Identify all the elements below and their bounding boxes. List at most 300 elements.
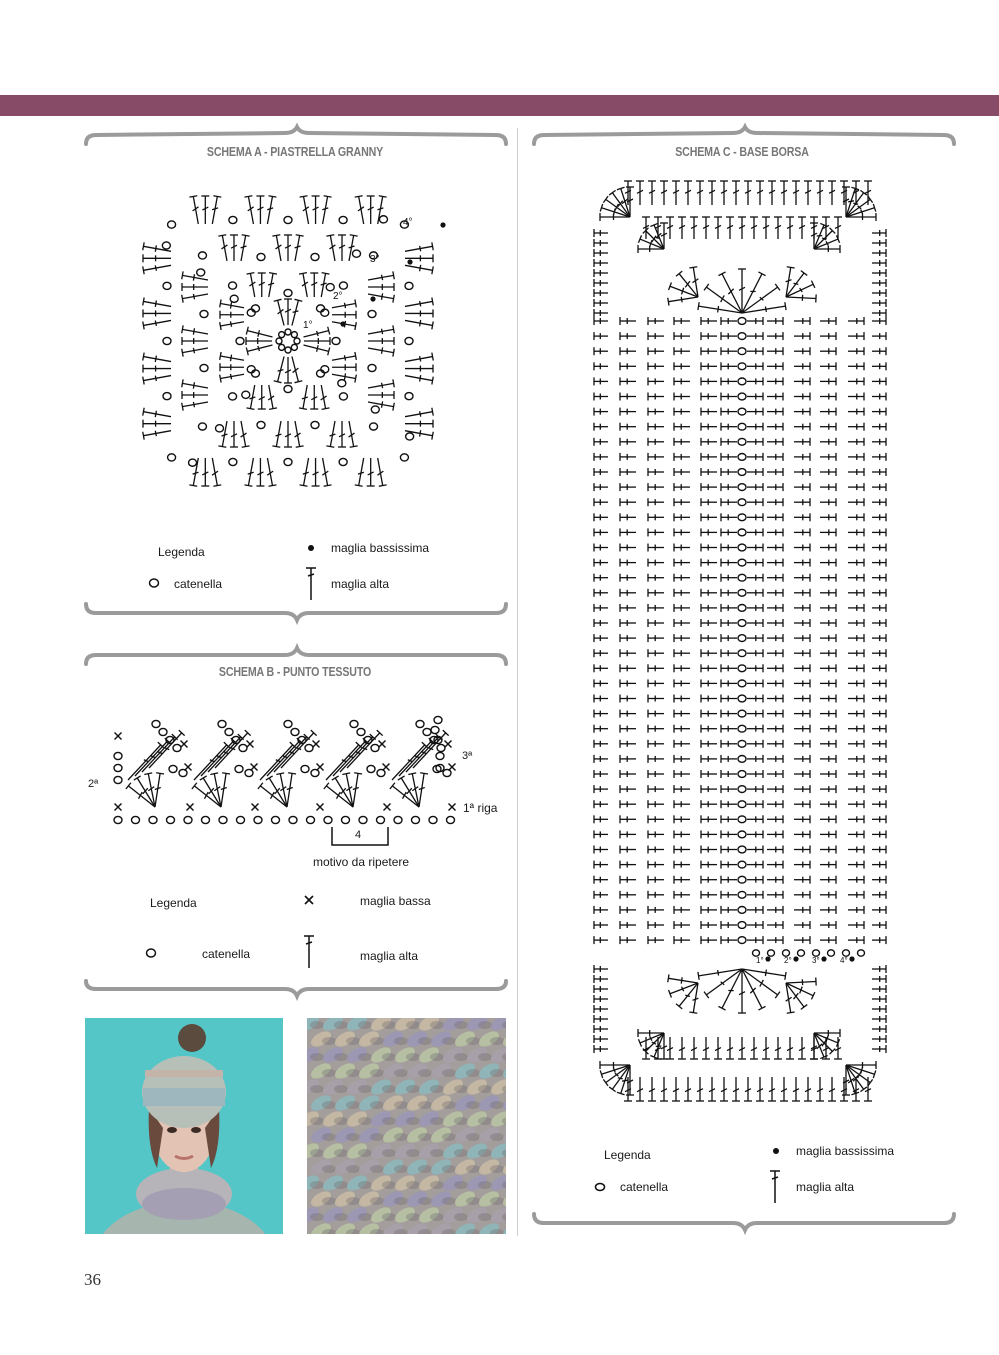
chain-stitch (368, 310, 376, 317)
yarn-shadow (478, 1181, 492, 1189)
double-crochet-stitch (872, 921, 886, 929)
yarn-shadow (418, 1069, 432, 1077)
chain-stitch (371, 406, 379, 413)
double-crochet-stitch (332, 363, 356, 371)
double-crochet-stitch (701, 393, 717, 401)
chain-stitch (236, 337, 244, 344)
double-crochet-stitch (674, 528, 690, 536)
yarn-shadow (478, 1021, 492, 1029)
double-crochet-stitch (594, 936, 608, 944)
double-crochet-stitch (295, 421, 304, 447)
double-crochet-stitch (820, 861, 836, 869)
double-crochet-stitch (281, 730, 317, 768)
model-photo (85, 1018, 283, 1234)
double-crochet-stitch (594, 770, 608, 778)
double-crochet-stitch (648, 710, 664, 718)
double-crochet-stitch (419, 773, 428, 807)
double-crochet-stitch (872, 906, 886, 914)
double-crochet-stitch (872, 664, 886, 672)
chain-stitch (301, 765, 309, 772)
double-crochet-stitch (794, 740, 810, 748)
double-crochet-stitch (701, 710, 717, 718)
yarn-shadow (442, 1197, 456, 1205)
double-crochet-stitch (820, 695, 836, 703)
double-crochet-stitch (747, 755, 763, 763)
double-crochet-stitch (820, 770, 836, 778)
double-crochet-stitch (304, 345, 330, 355)
double-crochet-stitch (182, 391, 208, 399)
double-crochet-stitch (701, 679, 717, 687)
double-crochet-stitch (820, 393, 836, 401)
double-crochet-stitch (594, 299, 608, 307)
double-crochet-stitch (701, 377, 717, 385)
double-crochet-stitch (182, 348, 208, 357)
chain-stitch (163, 282, 171, 289)
double-crochet-stitch (704, 284, 742, 313)
chain-stitch (429, 816, 437, 823)
yarn-shadow (310, 1149, 324, 1157)
chain-stitch (114, 776, 122, 783)
double-crochet-stitch (767, 740, 783, 748)
double-crochet-stitch (794, 347, 810, 355)
double-crochet-stitch (701, 589, 717, 597)
yarn-shadow (370, 1133, 384, 1141)
chain-stitch (406, 433, 414, 440)
double-crochet-stitch (848, 362, 864, 370)
yarn-shadow (358, 1085, 372, 1093)
double-crochet-stitch (701, 423, 717, 431)
double-crochet-stitch (848, 664, 864, 672)
chain-stitch (173, 744, 181, 751)
double-crochet-stitch (794, 755, 810, 763)
chain-stitch (738, 937, 746, 944)
schema-c-legend-dc: maglia alta (796, 1180, 855, 1194)
double-crochet-stitch (794, 815, 810, 823)
double-crochet-stitch (820, 619, 836, 627)
double-crochet-stitch (594, 483, 608, 491)
double-crochet-stitch (594, 498, 608, 506)
chain-stitch (162, 242, 170, 249)
yarn-shadow (382, 1117, 396, 1125)
double-crochet-stitch (620, 740, 636, 748)
single-crochet-stitch (449, 764, 456, 771)
double-crochet-stitch (142, 734, 178, 772)
accent-bar (0, 95, 999, 116)
double-crochet-stitch (721, 528, 737, 536)
double-crochet-stitch (620, 906, 636, 914)
double-crochet-stitch (848, 408, 864, 416)
double-crochet-stitch (246, 337, 272, 345)
double-crochet-stitch (701, 528, 717, 536)
chain-stitch (353, 250, 361, 257)
chain-stitch (279, 344, 285, 350)
double-crochet-stitch (620, 695, 636, 703)
double-crochet-stitch (872, 1045, 886, 1053)
double-crochet-stitch (834, 1037, 842, 1059)
double-crochet-stitch (747, 453, 763, 461)
chain-stitch (257, 253, 265, 260)
double-crochet-stitch (774, 217, 782, 239)
double-crochet-stitch (747, 332, 763, 340)
double-crochet-stitch (872, 544, 886, 552)
double-crochet-stitch (244, 196, 253, 224)
double-crochet-stitch (872, 347, 886, 355)
chain-stitch (738, 469, 746, 476)
double-crochet-stitch (820, 377, 836, 385)
double-crochet-stitch (674, 815, 690, 823)
double-crochet-stitch (594, 309, 608, 317)
double-crochet-stitch (674, 362, 690, 370)
double-crochet-stitch (872, 785, 886, 793)
double-crochet-stitch (872, 498, 886, 506)
chain-stitch (152, 720, 160, 727)
double-crochet-stitch (848, 861, 864, 869)
yarn-shadow (490, 1197, 504, 1205)
yarn-shadow (358, 1181, 372, 1189)
schema-a-dc-symbol (304, 566, 318, 602)
double-crochet-stitch (594, 921, 608, 929)
double-crochet-stitch (834, 217, 842, 239)
double-crochet-stitch (747, 468, 763, 476)
double-crochet-stitch (701, 362, 717, 370)
double-crochet-stitch (747, 649, 763, 657)
double-crochet-stitch (594, 755, 608, 763)
double-crochet-stitch (794, 785, 810, 793)
double-crochet-stitch (636, 1077, 644, 1101)
double-crochet-stitch (848, 423, 864, 431)
double-crochet-stitch (767, 483, 783, 491)
double-crochet-stitch (721, 830, 737, 838)
double-crochet-stitch (648, 921, 664, 929)
double-crochet-stitch (648, 936, 664, 944)
double-crochet-stitch (620, 544, 636, 552)
double-crochet-stitch (848, 770, 864, 778)
double-crochet-stitch (594, 906, 608, 914)
double-crochet-stitch (767, 710, 783, 718)
double-crochet-stitch (620, 891, 636, 899)
yarn-shadow (466, 1197, 480, 1205)
schema-a-legend-dc: maglia alta (331, 577, 390, 591)
double-crochet-stitch (786, 983, 815, 999)
double-crochet-stitch (820, 574, 836, 582)
double-crochet-stitch (872, 1015, 886, 1023)
double-crochet-stitch (620, 936, 636, 944)
double-crochet-stitch (310, 385, 318, 409)
double-crochet-stitch (848, 619, 864, 627)
yarn-shadow (346, 1133, 360, 1141)
double-crochet-stitch (767, 936, 783, 944)
chain-stitch (738, 438, 746, 445)
double-crochet-stitch (648, 846, 664, 854)
double-crochet-stitch (648, 453, 664, 461)
double-crochet-stitch (292, 357, 302, 383)
single-crochet-stitch (379, 741, 386, 748)
double-crochet-stitch (872, 309, 886, 317)
chain-stitch (377, 816, 385, 823)
double-crochet-stitch (767, 815, 783, 823)
double-crochet-stitch (674, 846, 690, 854)
double-crochet-stitch (701, 559, 717, 567)
double-crochet-stitch (721, 317, 737, 325)
double-crochet-stitch (820, 846, 836, 854)
double-crochet-stitch (721, 664, 737, 672)
double-crochet-stitch (794, 438, 810, 446)
double-crochet-stitch (721, 408, 737, 416)
double-crochet-stitch (246, 345, 272, 355)
chain-stitch (377, 769, 385, 776)
double-crochet-stitch (674, 377, 690, 385)
chain-stitch (738, 665, 746, 672)
double-crochet-stitch (620, 755, 636, 763)
chain-stitch (738, 695, 746, 702)
yarn-shadow (334, 1213, 348, 1221)
double-crochet-stitch (767, 770, 783, 778)
double-crochet-stitch (820, 725, 836, 733)
slip-stitch (407, 259, 412, 264)
double-crochet-stitch (620, 634, 636, 642)
double-crochet-stitch (848, 377, 864, 385)
double-crochet-stitch (701, 498, 717, 506)
double-crochet-stitch (246, 327, 272, 337)
double-crochet-stitch (648, 559, 664, 567)
chain-stitch (379, 216, 387, 223)
double-crochet-stitch (594, 269, 608, 277)
double-crochet-stitch (594, 544, 608, 552)
double-crochet-stitch (872, 279, 886, 287)
yarn-shadow (382, 1085, 396, 1093)
double-crochet-stitch (642, 217, 650, 239)
double-crochet-stitch (648, 181, 656, 205)
double-crochet-stitch (268, 273, 277, 297)
double-crochet-stitch (767, 332, 783, 340)
double-crochet-stitch (794, 468, 810, 476)
double-crochet-stitch (747, 362, 763, 370)
double-crochet-stitch (674, 453, 690, 461)
double-crochet-stitch (767, 498, 783, 506)
yarn-shadow (334, 1181, 348, 1189)
double-crochet-stitch (721, 423, 737, 431)
double-crochet-stitch (182, 325, 208, 334)
yarn-shadow (442, 1037, 456, 1045)
double-crochet-stitch (674, 483, 690, 491)
double-crochet-stitch (405, 408, 433, 417)
double-crochet-stitch (182, 283, 208, 291)
double-crochet-stitch (767, 468, 783, 476)
chain-stitch (738, 605, 746, 612)
schema-c-legend-slip-stitch: maglia bassissima (796, 1144, 895, 1158)
yarn-shadow (358, 1021, 372, 1029)
double-crochet-stitch (721, 815, 737, 823)
double-crochet-stitch (786, 295, 816, 303)
double-crochet-stitch (648, 317, 664, 325)
double-crochet-stitch (848, 317, 864, 325)
double-crochet-stitch (794, 725, 810, 733)
yarn-shadow (394, 1069, 408, 1077)
double-crochet-stitch (810, 1033, 818, 1059)
double-crochet-stitch (620, 498, 636, 506)
double-crochet-stitch (768, 1077, 776, 1101)
round-label: 3° (812, 956, 820, 965)
double-crochet-stitch (189, 196, 198, 224)
single-crochet-stitch (449, 804, 456, 811)
double-crochet-stitch (721, 362, 737, 370)
double-crochet-stitch (767, 423, 783, 431)
chain-stitch (738, 786, 746, 793)
double-crochet-stitch (747, 695, 763, 703)
chain-stitch (167, 816, 175, 823)
double-crochet-stitch (820, 634, 836, 642)
double-crochet-stitch (767, 347, 783, 355)
schema-c-slip-stitch-symbol (771, 1146, 781, 1156)
row-label-1: 1ª riga (463, 801, 498, 815)
single-crochet-stitch (384, 804, 391, 811)
double-crochet-stitch (820, 740, 836, 748)
double-crochet-stitch (732, 181, 740, 205)
yarn-shadow (490, 1133, 504, 1141)
double-crochet-stitch (872, 1035, 886, 1043)
double-crochet-stitch (828, 1077, 836, 1101)
double-crochet-stitch (648, 604, 664, 612)
double-crochet-stitch (872, 876, 886, 884)
double-crochet-stitch (648, 891, 664, 899)
double-crochet-stitch (674, 574, 690, 582)
chain-stitch (738, 876, 746, 883)
double-crochet-stitch (767, 574, 783, 582)
double-crochet-stitch (721, 332, 737, 340)
double-crochet-stitch (872, 936, 886, 944)
yarn-shadow (334, 1053, 348, 1061)
double-crochet-stitch (594, 785, 608, 793)
slip-stitch (849, 956, 854, 961)
double-crochet-stitch (368, 271, 394, 280)
yarn-shadow (406, 1085, 420, 1093)
yarn-shadow (478, 1149, 492, 1157)
double-crochet-stitch (648, 1077, 656, 1101)
schema-b-legend-dc: maglia alta (360, 949, 419, 963)
chain-stitch (370, 423, 378, 430)
chain-stitch (431, 726, 439, 733)
chain-stitch (447, 816, 455, 823)
double-crochet-stitch (747, 498, 763, 506)
double-crochet-stitch (220, 311, 244, 319)
double-crochet-stitch (701, 483, 717, 491)
double-crochet-stitch (648, 362, 664, 370)
double-crochet-stitch (820, 664, 836, 672)
double-crochet-stitch (848, 347, 864, 355)
double-crochet-stitch (636, 181, 644, 205)
chain-stitch (219, 816, 227, 823)
yarn-shadow (310, 1021, 324, 1029)
double-crochet-stitch (747, 559, 763, 567)
double-crochet-stitch (820, 710, 836, 718)
double-crochet-stitch (872, 574, 886, 582)
double-crochet-stitch (702, 1037, 710, 1059)
yarn-shadow (370, 1101, 384, 1109)
double-crochet-stitch (594, 1015, 608, 1023)
double-crochet-stitch (594, 259, 608, 267)
double-crochet-stitch (848, 574, 864, 582)
double-crochet-stitch (794, 846, 810, 854)
double-crochet-stitch (747, 634, 763, 642)
double-crochet-stitch (701, 408, 717, 416)
yarn-shadow (382, 1053, 396, 1061)
double-crochet-stitch (674, 921, 690, 929)
double-crochet-stitch (820, 513, 836, 521)
double-crochet-stitch (377, 458, 386, 486)
double-crochet-stitch (794, 498, 810, 506)
chain-stitch (311, 769, 319, 776)
double-crochet-stitch (872, 1005, 886, 1013)
double-crochet-stitch (620, 785, 636, 793)
chain-stitch (229, 393, 237, 400)
double-crochet-stitch (721, 755, 737, 763)
double-crochet-stitch (353, 773, 362, 807)
double-crochet-stitch (143, 309, 171, 317)
double-crochet-stitch (848, 800, 864, 808)
double-crochet-stitch (674, 468, 690, 476)
double-crochet-stitch (674, 710, 690, 718)
slip-stitch (765, 956, 770, 961)
double-crochet-stitch (620, 453, 636, 461)
double-crochet-stitch (794, 408, 810, 416)
double-crochet-stitch (701, 664, 717, 672)
double-crochet-stitch (594, 289, 608, 297)
double-crochet-stitch (143, 365, 171, 373)
double-crochet-stitch (272, 235, 281, 261)
double-crochet-stitch (814, 245, 840, 253)
double-crochet-stitch (816, 1077, 824, 1101)
double-crochet-stitch (794, 528, 810, 536)
double-crochet-stitch (714, 217, 722, 239)
double-crochet-stitch (701, 815, 717, 823)
double-crochet-stitch (767, 830, 783, 838)
double-crochet-stitch (405, 365, 433, 373)
double-crochet-stitch (794, 604, 810, 612)
double-crochet-stitch (221, 773, 230, 807)
double-crochet-stitch (620, 559, 636, 567)
double-crochet-stitch (848, 785, 864, 793)
double-crochet-stitch (594, 965, 608, 973)
double-crochet-stitch (747, 936, 763, 944)
double-crochet-stitch (594, 861, 608, 869)
double-crochet-stitch (215, 730, 251, 768)
double-crochet-stitch (872, 289, 886, 297)
yarn-shadow (322, 1165, 336, 1173)
yarn-shadow (490, 1069, 504, 1077)
double-crochet-stitch (620, 589, 636, 597)
double-crochet-stitch (872, 393, 886, 401)
yarn-shadow (310, 1117, 324, 1125)
double-crochet-stitch (872, 299, 886, 307)
double-crochet-stitch (720, 181, 728, 205)
double-crochet-stitch (848, 453, 864, 461)
schema-a-legend-slip-stitch: maglia bassissima (331, 541, 430, 555)
schema-a-legend-heading: Legenda (158, 545, 205, 559)
yarn-shadow (334, 1149, 348, 1157)
double-crochet-stitch (648, 377, 664, 385)
double-crochet-stitch (774, 1037, 782, 1059)
double-crochet-stitch (721, 725, 737, 733)
yarn-shadow (430, 1053, 444, 1061)
double-crochet-stitch (648, 634, 664, 642)
double-crochet-stitch (786, 978, 816, 986)
double-crochet-stitch (594, 239, 608, 247)
swatch-photo (307, 1018, 506, 1234)
double-crochet-stitch (848, 740, 864, 748)
chain-stitch (738, 544, 746, 551)
double-crochet-stitch (368, 325, 394, 334)
double-crochet-stitch (292, 299, 302, 325)
